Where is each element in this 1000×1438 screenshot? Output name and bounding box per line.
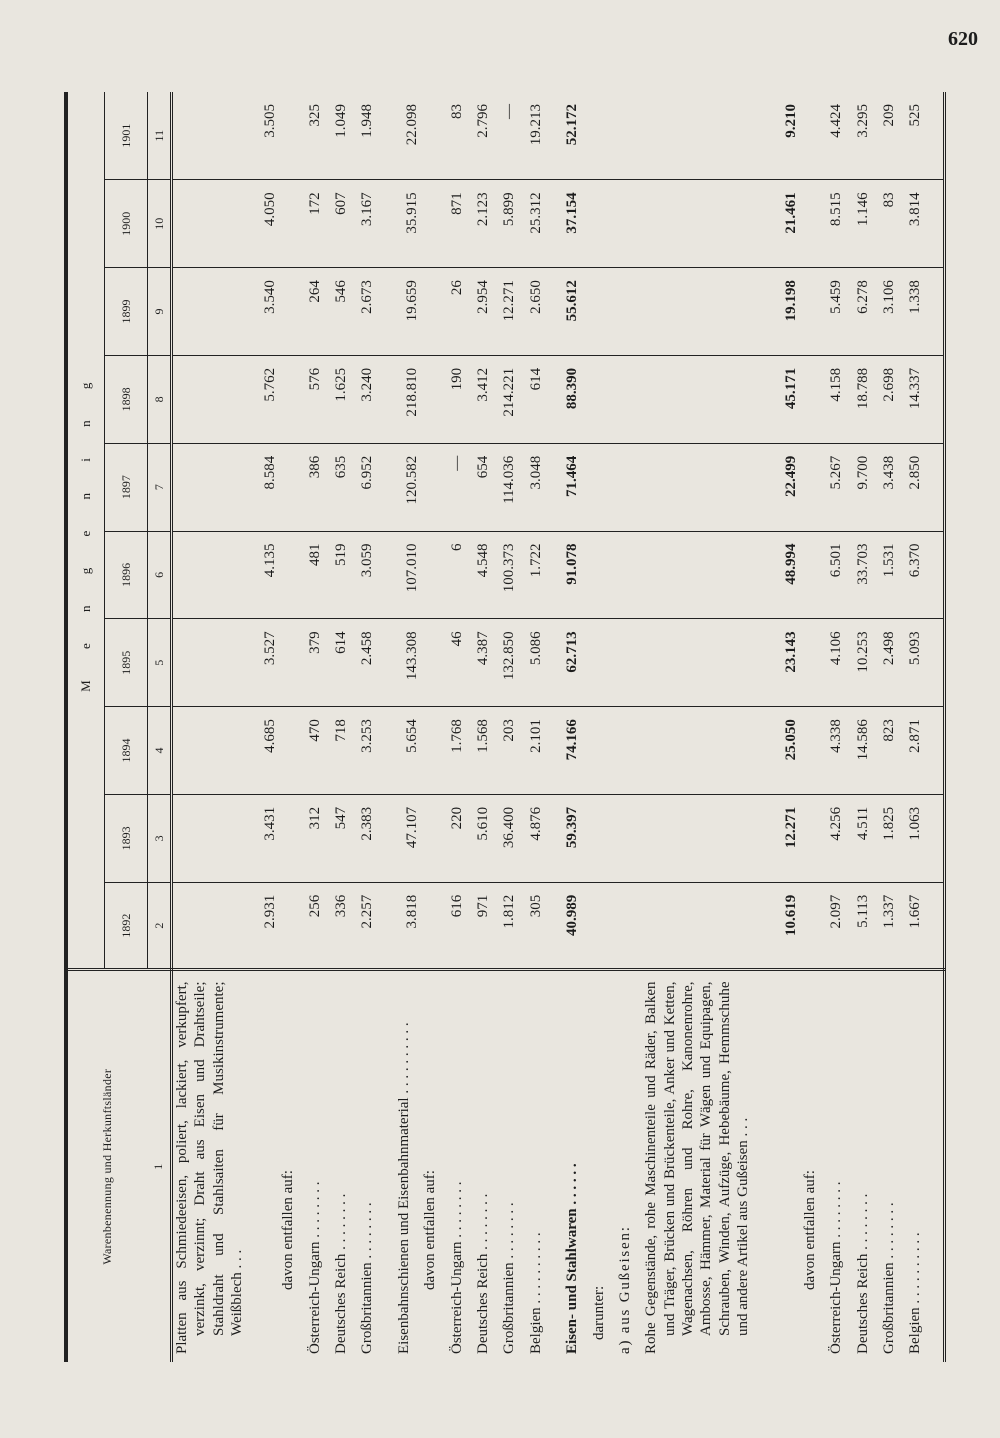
row-value: 3.540	[172, 268, 280, 356]
row-value	[279, 707, 305, 795]
row-value: 4.387	[474, 619, 500, 707]
row-value: 23.143	[642, 619, 800, 707]
row-value	[590, 180, 616, 268]
row-value: 6.952	[358, 443, 384, 531]
row-value: 4.876	[527, 794, 553, 882]
table-row	[642, 92, 800, 1362]
row-value	[616, 619, 642, 707]
row-value	[279, 92, 305, 180]
row-label: davon entfallen auf:	[279, 970, 305, 1362]
column-number: 10	[148, 180, 172, 268]
row-label: Deutsches Reich . . . . . . . .	[854, 970, 880, 1362]
row-label: Belgien . . . . . . . . . .	[906, 970, 933, 1362]
row-value: 2.498	[880, 619, 906, 707]
row-value: 264	[306, 268, 332, 356]
row-value: 2.458	[358, 619, 384, 707]
row-value	[279, 180, 305, 268]
row-value: 4.256	[827, 794, 853, 882]
row-value: 74.166	[563, 707, 589, 795]
row-value: 3.253	[358, 707, 384, 795]
row-value: 2.954	[474, 268, 500, 356]
row-value	[801, 180, 827, 268]
row-value	[801, 268, 827, 356]
row-value: 3.167	[358, 180, 384, 268]
row-label: Eisenbahnschienen und Eisenbahnmaterial . . . . . . . . . .	[395, 970, 421, 1362]
row-value: 22.098	[403, 104, 420, 146]
row-value	[279, 882, 305, 970]
row-value: 2.257	[358, 882, 384, 970]
row-value: 1.667	[906, 882, 933, 970]
table-row	[616, 92, 642, 1362]
column-number: 7	[148, 443, 172, 531]
row-value: 1.146	[854, 180, 880, 268]
row-value: 1.812	[500, 882, 526, 970]
table-row	[358, 92, 384, 1362]
row-value: 4.511	[854, 794, 880, 882]
row-value	[421, 355, 447, 443]
row-value: 1.337	[880, 882, 906, 970]
row-value	[421, 92, 447, 180]
table-row	[827, 92, 853, 1362]
row-value: 143.308	[395, 619, 421, 707]
row-value: 2.673	[358, 268, 384, 356]
row-value: 62.713	[563, 619, 589, 707]
row-value: 5.654	[395, 707, 421, 795]
row-value: 1.568	[474, 707, 500, 795]
row-value: 5.093	[906, 619, 933, 707]
row-value	[590, 355, 616, 443]
row-value	[616, 180, 642, 268]
row-value: 635	[332, 443, 358, 531]
group-title: M e n g e n i n g	[66, 92, 105, 970]
row-value	[421, 619, 447, 707]
row-value: 305	[527, 882, 553, 970]
row-value: 871	[448, 180, 474, 268]
row-value	[421, 268, 447, 356]
row-value	[616, 794, 642, 882]
row-value	[801, 355, 827, 443]
table-row	[880, 92, 906, 1362]
row-value	[590, 268, 616, 356]
row-value	[616, 92, 642, 180]
row-value: 1.948	[359, 104, 376, 138]
year-header: 1895	[105, 619, 148, 707]
row-label: a) aus Gußeisen:	[616, 970, 642, 1362]
row-value: —	[501, 104, 518, 119]
row-value	[421, 707, 447, 795]
row-value: 576	[306, 355, 332, 443]
row-value: 386	[306, 443, 332, 531]
table-row	[854, 92, 880, 1362]
row-value: 481	[306, 531, 332, 619]
row-spacer	[385, 92, 395, 1362]
row-value: 6.278	[854, 268, 880, 356]
row-label: Österreich-Ungarn . . . . . . . .	[827, 970, 853, 1362]
row-value: 4.548	[474, 531, 500, 619]
row-value: 2.123	[474, 180, 500, 268]
row-value	[421, 443, 447, 531]
column-number: 2	[148, 882, 172, 970]
row-value: 203	[500, 707, 526, 795]
row-value	[616, 443, 642, 531]
row-label: Österreich-Ungarn . . . . . . . .	[306, 970, 332, 1362]
row-value: 8.584	[172, 443, 280, 531]
row-value: 4.106	[827, 619, 853, 707]
row-value: 2.698	[880, 355, 906, 443]
row-value: 6	[448, 531, 474, 619]
row-value: 114.036	[500, 443, 526, 531]
row-label: Rohe Gegenstände, rohe Maschinenteile und Räder, Balken und Träger, Brücken und Brückenteile, Anker und Ketten, Wagenachsen, Röhren und Rohre, Kanonenrohre, Ambosse, Hämmer, Material für Wägen und Equipagen, Schrauben, Winden, Aufzüge, Hebebäume, Hemmschuhe und andere Artikel aus Gußeisen . . .	[642, 970, 800, 1362]
row-label: Großbritannien . . . . . . . .	[880, 970, 906, 1362]
row-value: 5.762	[172, 355, 280, 443]
row-value	[616, 268, 642, 356]
row-value: 37.154	[563, 180, 589, 268]
table-bottom-rule	[933, 92, 945, 1362]
row-label: Großbritannien . . . . . . . .	[358, 970, 384, 1362]
row-value: 3.059	[358, 531, 384, 619]
row-value	[421, 531, 447, 619]
row-value: 2.383	[358, 794, 384, 882]
row-value: 3.412	[474, 355, 500, 443]
column-number: 4	[148, 707, 172, 795]
row-value: 6.370	[906, 531, 933, 619]
row-value: —	[448, 443, 474, 531]
row-label: Deutsches Reich . . . . . . . .	[332, 970, 358, 1362]
row-value: 172	[306, 180, 332, 268]
row-value: 26	[448, 268, 474, 356]
table-row	[279, 92, 305, 1362]
row-value: 5.459	[827, 268, 853, 356]
row-value	[279, 268, 305, 356]
row-value: 325	[306, 104, 323, 127]
row-value	[590, 443, 616, 531]
row-value: 5.899	[500, 180, 526, 268]
row-value: 3.431	[172, 794, 280, 882]
row-value	[616, 355, 642, 443]
row-value: 4.338	[827, 707, 853, 795]
year-header: 1899	[105, 268, 148, 356]
table-row	[306, 92, 332, 1362]
row-value	[616, 531, 642, 619]
row-value: 525	[907, 104, 924, 127]
row-value: 654	[474, 443, 500, 531]
row-value: 45.171	[642, 355, 800, 443]
row-label: Österreich-Ungarn . . . . . . . .	[448, 970, 474, 1362]
row-value	[801, 531, 827, 619]
row-value: 35.915	[395, 180, 421, 268]
row-value	[801, 619, 827, 707]
row-value: 55.612	[563, 268, 589, 356]
row-value: 218.810	[395, 355, 421, 443]
row-value: 48.994	[642, 531, 800, 619]
row-label: Deutsches Reich . . . . . . . .	[474, 970, 500, 1362]
row-value: 36.400	[500, 794, 526, 882]
row-label: davon entfallen auf:	[801, 970, 827, 1362]
year-header: 1892	[105, 882, 148, 970]
row-value: 607	[332, 180, 358, 268]
year-header: 1894	[105, 707, 148, 795]
row-value: 4.685	[172, 707, 280, 795]
row-value: 47.107	[395, 794, 421, 882]
row-value	[279, 531, 305, 619]
row-value: 379	[306, 619, 332, 707]
column-number: 8	[148, 355, 172, 443]
row-value: 1.722	[527, 531, 553, 619]
column-number: 5	[148, 619, 172, 707]
table-row	[448, 92, 474, 1362]
column-number: 11	[148, 92, 172, 180]
row-value	[801, 882, 827, 970]
row-value: 22.499	[642, 443, 800, 531]
row-value: 3.295	[854, 104, 871, 138]
row-value: 25.312	[527, 180, 553, 268]
row-value: 256	[306, 882, 332, 970]
row-value: 9.210	[783, 104, 800, 138]
row-value: 547	[332, 794, 358, 882]
row-value: 14.337	[906, 355, 933, 443]
row-value: 718	[332, 707, 358, 795]
row-value: 3.240	[358, 355, 384, 443]
row-value: 3.818	[395, 882, 421, 970]
row-value: 4.135	[172, 531, 280, 619]
row-label: Platten aus Schmiedeeisen, poliert, lackiert, verkupfert, verzinkt, verzinnt; Draht aus Eisen und Drahtseile; Stahldraht und Stahlsaiten für Musikinstrumente; Weißblech . . .	[172, 970, 280, 1362]
row-value: 2.796	[475, 104, 492, 138]
row-value: 40.989	[563, 882, 589, 970]
year-header: 1900	[105, 180, 148, 268]
row-value: 33.703	[854, 531, 880, 619]
label-column-title: Warenbenennung und Herkunftsländer	[66, 970, 148, 1362]
row-value: 8.515	[827, 180, 853, 268]
row-label: Großbritannien . . . . . . . .	[500, 970, 526, 1362]
row-value: 1.063	[906, 794, 933, 882]
row-spacer	[553, 92, 563, 1362]
table-row	[421, 92, 447, 1362]
row-value: 120.582	[395, 443, 421, 531]
table-row	[332, 92, 358, 1362]
table-row	[906, 92, 933, 1362]
year-header: 1896	[105, 531, 148, 619]
rotated-table-frame	[64, 92, 946, 1362]
row-value	[801, 443, 827, 531]
row-value: 14.586	[854, 707, 880, 795]
row-value: 3.048	[527, 443, 553, 531]
row-value: 25.050	[642, 707, 800, 795]
column-number: 6	[148, 531, 172, 619]
row-value: 614	[332, 619, 358, 707]
row-value: 519	[332, 531, 358, 619]
row-value: 1.531	[880, 531, 906, 619]
row-value: 4.424	[828, 104, 845, 138]
row-value: 1.768	[448, 707, 474, 795]
table-row	[395, 92, 421, 1362]
table-row	[563, 92, 589, 1362]
row-value: 336	[332, 882, 358, 970]
row-value: 71.464	[563, 443, 589, 531]
row-value	[421, 882, 447, 970]
row-value: 2.101	[527, 707, 553, 795]
table-row	[590, 92, 616, 1362]
row-value: 3.438	[880, 443, 906, 531]
row-value: 107.010	[395, 531, 421, 619]
row-value	[590, 531, 616, 619]
row-value: 46	[448, 619, 474, 707]
row-value	[279, 619, 305, 707]
row-value: 470	[306, 707, 332, 795]
row-value: 19.659	[395, 268, 421, 356]
row-value: 1.338	[906, 268, 933, 356]
row-value: 5.113	[854, 882, 880, 970]
row-value	[616, 882, 642, 970]
row-value	[279, 443, 305, 531]
row-value: 2.871	[906, 707, 933, 795]
year-header: 1893	[105, 794, 148, 882]
row-value: 6.501	[827, 531, 853, 619]
row-value: 214.221	[500, 355, 526, 443]
row-value: 52.172	[564, 104, 581, 146]
row-value: 1.625	[332, 355, 358, 443]
row-value	[616, 707, 642, 795]
row-value: 5.610	[474, 794, 500, 882]
row-value: 5.086	[527, 619, 553, 707]
row-value: 132.850	[500, 619, 526, 707]
table-row	[527, 92, 553, 1362]
table-body	[172, 92, 945, 1362]
table-row	[172, 92, 280, 1362]
row-value: 18.788	[854, 355, 880, 443]
row-value: 823	[880, 707, 906, 795]
row-value: 4.158	[827, 355, 853, 443]
column-number: 1	[148, 970, 172, 1362]
table-row	[801, 92, 827, 1362]
row-value: 9.700	[854, 443, 880, 531]
column-number: 3	[148, 794, 172, 882]
row-value: 83	[448, 104, 465, 119]
row-value: 2.850	[906, 443, 933, 531]
row-value	[279, 355, 305, 443]
row-value	[421, 180, 447, 268]
row-value	[801, 92, 827, 180]
year-header: 1901	[105, 92, 148, 180]
row-value: 12.271	[500, 268, 526, 356]
row-value	[801, 794, 827, 882]
row-value	[590, 882, 616, 970]
row-value: 12.271	[642, 794, 800, 882]
statistics-table	[64, 92, 946, 1362]
row-value: 21.461	[642, 180, 800, 268]
row-value: 4.050	[172, 180, 280, 268]
row-value: 59.397	[563, 794, 589, 882]
row-value	[801, 707, 827, 795]
row-value: 100.373	[500, 531, 526, 619]
row-value: 5.267	[827, 443, 853, 531]
row-value: 1.825	[880, 794, 906, 882]
year-header: 1898	[105, 355, 148, 443]
row-value	[590, 619, 616, 707]
row-label: davon entfallen auf:	[421, 970, 447, 1362]
row-value: 3.106	[880, 268, 906, 356]
row-value: 10.619	[642, 882, 800, 970]
row-value: 614	[527, 355, 553, 443]
row-value	[590, 707, 616, 795]
row-label: darunter:	[590, 970, 616, 1362]
row-value: 3.505	[261, 104, 278, 138]
row-value: 19.213	[527, 104, 544, 146]
row-value	[590, 794, 616, 882]
row-value: 2.931	[172, 882, 280, 970]
row-value: 312	[306, 794, 332, 882]
row-value: 546	[332, 268, 358, 356]
row-value	[279, 794, 305, 882]
year-header: 1897	[105, 443, 148, 531]
row-value	[421, 794, 447, 882]
row-value: 616	[448, 882, 474, 970]
table-row	[474, 92, 500, 1362]
table-row	[500, 92, 526, 1362]
row-value: 88.390	[563, 355, 589, 443]
row-label: Belgien . . . . . . . . . .	[527, 970, 553, 1362]
row-value: 1.049	[333, 104, 350, 138]
page-number: 620	[948, 28, 978, 50]
column-number: 9	[148, 268, 172, 356]
row-value: 10.253	[854, 619, 880, 707]
row-label: Eisen- und Stahlwaren . . . . . .	[563, 970, 589, 1362]
row-value: 83	[880, 180, 906, 268]
row-value: 19.198	[642, 268, 800, 356]
row-value: 220	[448, 794, 474, 882]
row-value: 2.650	[527, 268, 553, 356]
row-value: 971	[474, 882, 500, 970]
row-value: 209	[880, 104, 897, 127]
row-value: 2.097	[827, 882, 853, 970]
row-value: 190	[448, 355, 474, 443]
row-value: 3.527	[172, 619, 280, 707]
row-value	[590, 92, 616, 180]
row-value: 91.078	[563, 531, 589, 619]
row-value: 3.814	[906, 180, 933, 268]
